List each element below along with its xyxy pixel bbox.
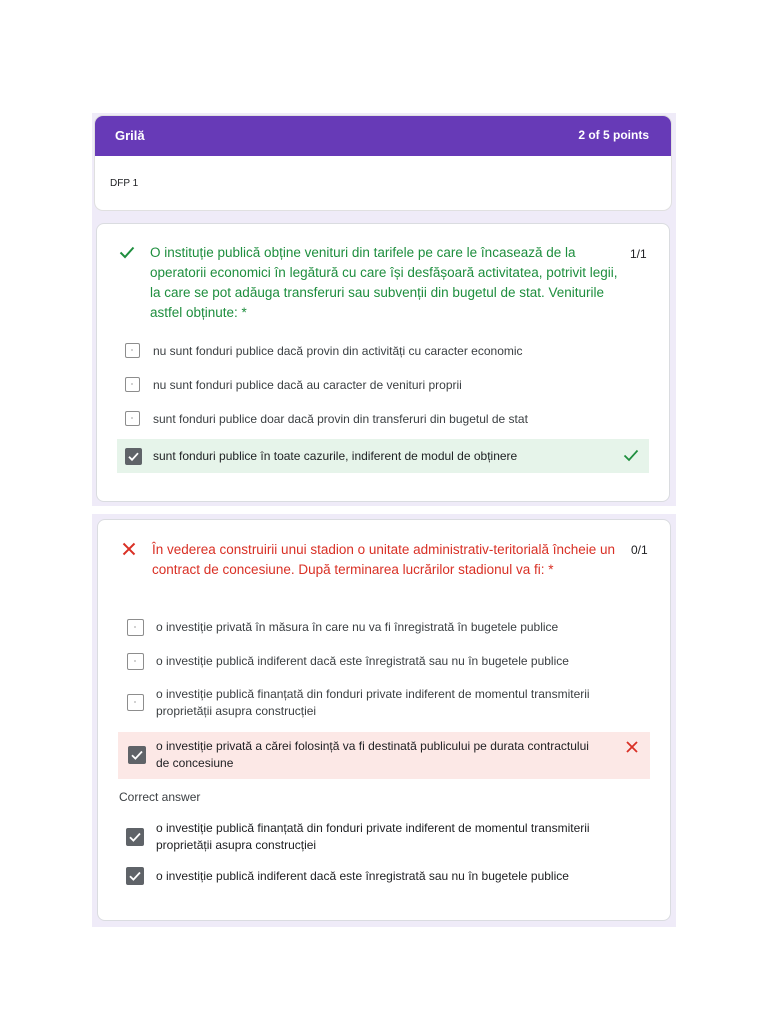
- option-selected-correct[interactable]: [117, 439, 649, 473]
- close-icon: [120, 540, 138, 558]
- checkbox[interactable]: [127, 619, 144, 636]
- form-title: Grilă: [115, 128, 145, 143]
- option[interactable]: [117, 370, 649, 400]
- header-bar: [95, 116, 671, 156]
- option-label: o investiție publică finanțată din fonduri private indiferent de momentul transmiterii proprietății asupra construcției: [156, 687, 590, 718]
- question-text: În vederea construirii unui stadion o unitate administrativ-teritorială încheie un contract de concesiune. După terminarea lucrărilor stadionul va fi: *: [152, 542, 616, 577]
- option-label: o investiție publică finanțată din fonduri private indiferent de momentul transmiterii proprietății asupra construcției: [156, 821, 590, 852]
- option[interactable]: [118, 682, 650, 722]
- question-text: O instituție publică obține venituri din tarifele pe care le încasează de la operatorii economici în legătură cu care își desfășoară activitatea, potrivit legii, la care se pot adăuga transferuri sau subvenții din bugetul de stat. Veniturile astfel obținute: *: [150, 245, 618, 320]
- option-label: o investiție privată în măsura în care nu va fi înregistrată în bugetele publice: [156, 620, 559, 634]
- option-label: sunt fonduri publice în toate cazurile, indiferent de modul de obținere: [153, 449, 518, 463]
- checkbox-checked: [126, 828, 144, 846]
- correct-answer-title: Correct answer: [119, 790, 201, 804]
- correct-answer-option: [118, 817, 650, 857]
- checkbox-checked[interactable]: [125, 448, 142, 465]
- question-score: 1/1: [630, 247, 647, 261]
- option[interactable]: [117, 336, 649, 366]
- form-description: DFP 1: [110, 178, 139, 189]
- header-card: [95, 116, 671, 210]
- check-icon: [118, 243, 136, 261]
- checkbox-checked: [126, 867, 144, 885]
- checkbox[interactable]: [125, 411, 140, 426]
- checkbox[interactable]: [127, 653, 144, 670]
- question-card-2: [97, 519, 671, 921]
- check-icon: [623, 447, 639, 463]
- option[interactable]: [117, 404, 649, 434]
- question-score: 0/1: [631, 543, 648, 557]
- option-label: o investiție publică indiferent dacă este înregistrată sau nu în bugetele publice: [156, 869, 569, 883]
- option[interactable]: [118, 646, 650, 676]
- question-card-1: [96, 223, 670, 502]
- checkbox-checked[interactable]: [128, 746, 146, 764]
- option-label: o investiție publică indiferent dacă este înregistrată sau nu în bugetele publice: [156, 654, 569, 668]
- option-label: nu sunt fonduri publice dacă au caracter de venituri proprii: [153, 378, 462, 392]
- checkbox[interactable]: [125, 343, 140, 358]
- checkbox[interactable]: [125, 377, 140, 392]
- total-points: 2 of 5 points: [578, 128, 649, 142]
- option-label: nu sunt fonduri publice dacă provin din activități cu caracter economic: [153, 344, 523, 358]
- close-icon: [624, 739, 640, 755]
- option-label: sunt fonduri publice doar dacă provin din transferuri din bugetul de stat: [153, 412, 528, 426]
- checkbox[interactable]: [127, 694, 144, 711]
- option-selected-incorrect[interactable]: [118, 732, 650, 779]
- option[interactable]: [118, 612, 650, 642]
- option-label: o investiție privată a cărei folosință va fi destinată publicului pe durata contractului de concesiune: [156, 739, 589, 770]
- correct-answer-option: [118, 862, 650, 892]
